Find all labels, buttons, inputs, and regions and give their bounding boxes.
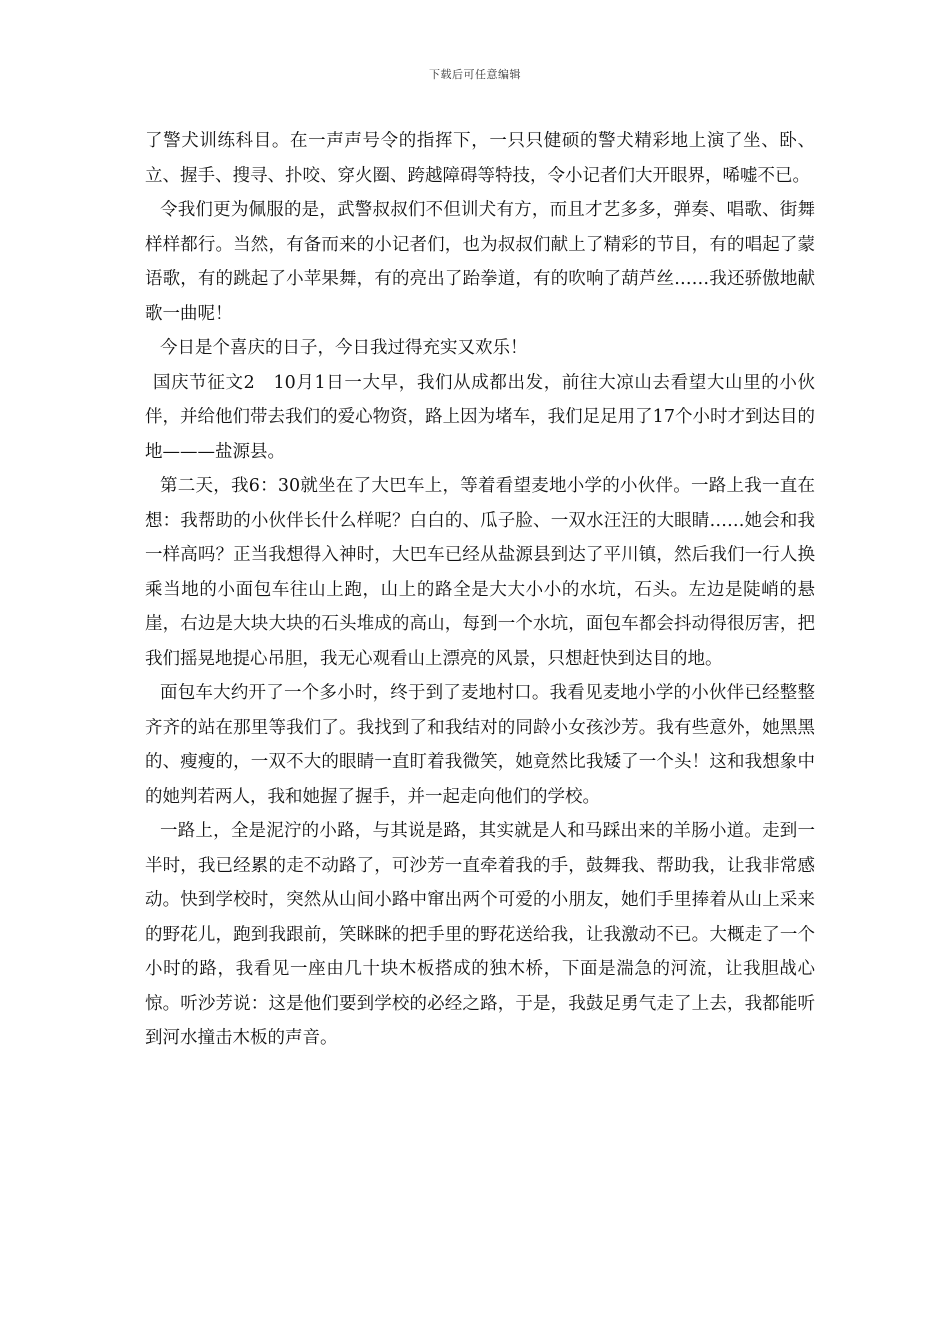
paragraph-7: 一路上，全是泥泞的小路，与其说是路，其实就是人和马踩出来的羊肠小道。走到一半时，我已经累的走不动路了，可沙芳一直牵着我的手，鼓舞我、帮助我，让我非常感动。快到学校时，突然从山间小路中窜出两个可爱的小朋友，她们手里捧着从山上采来的野花儿，跑到我跟前，笑眯眯的把手里的野花送给我，让我激动不已。大概走了一个小时的路，我看见一座由几十块木板搭成的独木桥，下面是湍急的河流，让我胆战心惊。听沙芳说：这是他们要到学校的必经之路，于是，我鼓足勇气走了上去，我都能听到河水撞击木板的声音。 <box>145 821 815 1048</box>
paragraph-5: 第二天，我6：30就坐在了大巴车上，等着看望麦地小学的小伙伴。一路上我一直在想：我帮助的小伙伴长什么样呢？白白的、瓜子脸、一双水汪汪的大眼睛……她会和我一样高吗？正当我想得入神时，大巴车已经从盐源县到达了平川镇，然后我们一行人换乘当地的小面包车往山上跑，山上的路全是大大小小的水坑，石头。左边是陡峭的悬崖，右边是大块大块的石头堆成的高山，每到一个水坑，面包车都会抖动得很厉害，把我们摇晃地提心吊胆，我无心观看山上漂亮的风景，只想赶快到达目的地。 <box>145 476 815 669</box>
paragraph-1: 了警犬训练科目。在一声声号令的指挥下，一只只健硕的警犬精彩地上演了坐、卧、立、握手、搜寻、扑咬、穿火圈、跨越障碍等特技，令小记者们大开眼界，唏嘘不已。 <box>145 131 815 186</box>
paragraph-6: 面包车大约开了一个多小时，终于到了麦地村口。我看见麦地小学的小伙伴已经整整齐齐的站在那里等我们了。我找到了和我结对的同龄小女孩沙芳。我有些意外，她黑黑的、瘦瘦的，一双不大的眼睛一直盯着我微笑，她竟然比我矮了一个头！这和我想象中的她判若两人，我和她握了握手，并一起走向他们的学校。 <box>145 683 815 807</box>
paragraph-4: 国庆节征文2 10月1日一大早，我们从成都出发，前往大凉山去看望大山里的小伙伴，并给他们带去我们的爱心物资，路上因为堵车，我们足足用了17个小时才到达目的地———盐源县。 <box>145 372 815 462</box>
paragraph-2: 令我们更为佩服的是，武警叔叔们不但训犬有方，而且才艺多多，弹奏、唱歌、街舞样样都行。当然，有备而来的小记者们，也为叔叔们献上了精彩的节目，有的唱起了蒙语歌，有的跳起了小苹果舞，有的亮出了跆拳道，有的吹响了葫芦丝……我还骄傲地献歌一曲呢！ <box>145 200 815 324</box>
page-header: 下载后可任意编辑 <box>429 68 521 81</box>
paragraph-3: 今日是个喜庆的日子，今日我过得充实又欢乐！ <box>160 338 528 358</box>
document-body <box>145 124 815 1056</box>
